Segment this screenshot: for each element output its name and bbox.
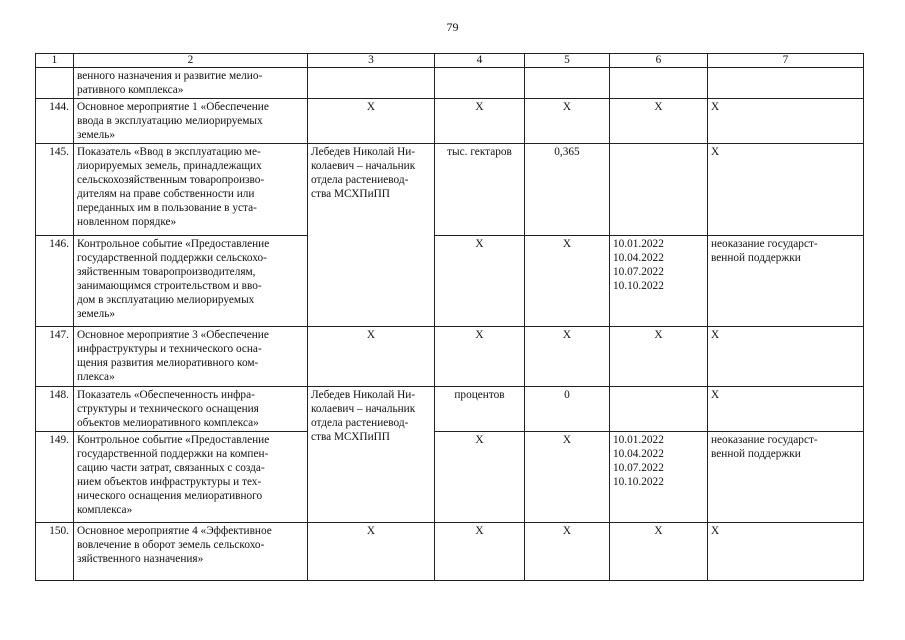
date-cell: X: [610, 99, 708, 144]
responsible-cell: X: [308, 327, 435, 387]
table-row: [36, 236, 864, 327]
header-cell: 3: [308, 54, 435, 68]
value-cell: X: [525, 432, 610, 523]
program-table: [35, 53, 864, 581]
value-cell: X: [525, 236, 610, 327]
row-number: 145.: [36, 144, 74, 236]
table-row: [36, 327, 864, 387]
note-cell: неоказание государст- венной поддержки: [708, 236, 864, 327]
unit-cell: X: [435, 432, 525, 523]
unit-cell: X: [435, 99, 525, 144]
table-row: [36, 387, 864, 432]
date-cell: [610, 387, 708, 432]
row-number: 148.: [36, 387, 74, 432]
row-description: Показатель «Обеспеченность инфра- структуры и технического оснащения объектов мелиоративного комплекса»: [74, 387, 308, 432]
note-cell: X: [708, 327, 864, 387]
row-number: 146.: [36, 236, 74, 327]
row-number: 144.: [36, 99, 74, 144]
unit-cell: [435, 68, 525, 99]
row-description: венного назначения и развитие мелио- ративного комплекса»: [74, 68, 308, 99]
date-cell: [610, 68, 708, 99]
date-cell: X: [610, 523, 708, 581]
value-cell: X: [525, 99, 610, 144]
unit-cell: X: [435, 523, 525, 581]
date-cell: X: [610, 327, 708, 387]
value-cell: 0: [525, 387, 610, 432]
unit-cell: X: [435, 236, 525, 327]
responsible-cell: X: [308, 523, 435, 581]
date-cell: 10.01.2022 10.04.2022 10.07.2022 10.10.2022: [610, 432, 708, 523]
value-cell: X: [525, 523, 610, 581]
row-number: 150.: [36, 523, 74, 581]
header-cell: 2: [74, 54, 308, 68]
note-cell: неоказание государст- венной поддержки: [708, 432, 864, 523]
responsible-cell: [308, 68, 435, 99]
header-cell: 6: [610, 54, 708, 68]
responsible-cell: X: [308, 99, 435, 144]
value-cell: [525, 68, 610, 99]
row-number: [36, 68, 74, 99]
note-cell: X: [708, 387, 864, 432]
unit-cell: тыс. гектаров: [435, 144, 525, 236]
responsible-cell: Лебедев Николай Ни- колаевич – начальник отдела растениевод- ства МСХПиПП: [308, 144, 435, 327]
note-cell: X: [708, 144, 864, 236]
table-row: [36, 432, 864, 523]
note-cell: [708, 68, 864, 99]
header-cell: 5: [525, 54, 610, 68]
note-cell: X: [708, 99, 864, 144]
header-row: [36, 54, 864, 68]
row-description: Показатель «Ввод в эксплуатацию ме- лиорируемых земель, принадлежащих сельскохозяйственным товаропроизво- дителям на праве собственности или переданных им в пользование в уста- новленном порядке»: [74, 144, 308, 236]
row-description: Основное мероприятие 1 «Обеспечение ввода в эксплуатацию мелиорируемых земель»: [74, 99, 308, 144]
header-cell: 7: [708, 54, 864, 68]
note-cell: X: [708, 523, 864, 581]
row-description: Основное мероприятие 3 «Обеспечение инфраструктуры и технического осна- щения развития мелиоративного ком- плекса»: [74, 327, 308, 387]
row-description: Контрольное событие «Предоставление государственной поддержки сельскохо- зяйственным товаропроизводителям, занимающимся строительством и вво- дом в эксплуатацию мелиорируемых земель»: [74, 236, 308, 327]
table-row: [36, 99, 864, 144]
table-row: [36, 144, 864, 236]
row-description: Основное мероприятие 4 «Эффективное вовлечение в оборот земель сельскохо- зяйственного назначения»: [74, 523, 308, 581]
date-cell: [610, 144, 708, 236]
row-number: 149.: [36, 432, 74, 523]
table-row: [36, 523, 864, 581]
value-cell: 0,365: [525, 144, 610, 236]
header-cell: 4: [435, 54, 525, 68]
header-cell: 1: [36, 54, 74, 68]
unit-cell: процентов: [435, 387, 525, 432]
responsible-cell: Лебедев Николай Ни- колаевич – начальник отдела растениевод- ства МСХПиПП: [308, 387, 435, 523]
table-row: [36, 68, 864, 99]
row-description: Контрольное событие «Предоставление государственной поддержки на компен- сацию части затрат, связанных с созда- нием объектов инфраструктуры и тех- нического оснащения мелиоративного комплекса»: [74, 432, 308, 523]
row-number: 147.: [36, 327, 74, 387]
value-cell: X: [525, 327, 610, 387]
date-cell: 10.01.2022 10.04.2022 10.07.2022 10.10.2022: [610, 236, 708, 327]
page-number: 79: [446, 20, 459, 34]
unit-cell: X: [435, 327, 525, 387]
